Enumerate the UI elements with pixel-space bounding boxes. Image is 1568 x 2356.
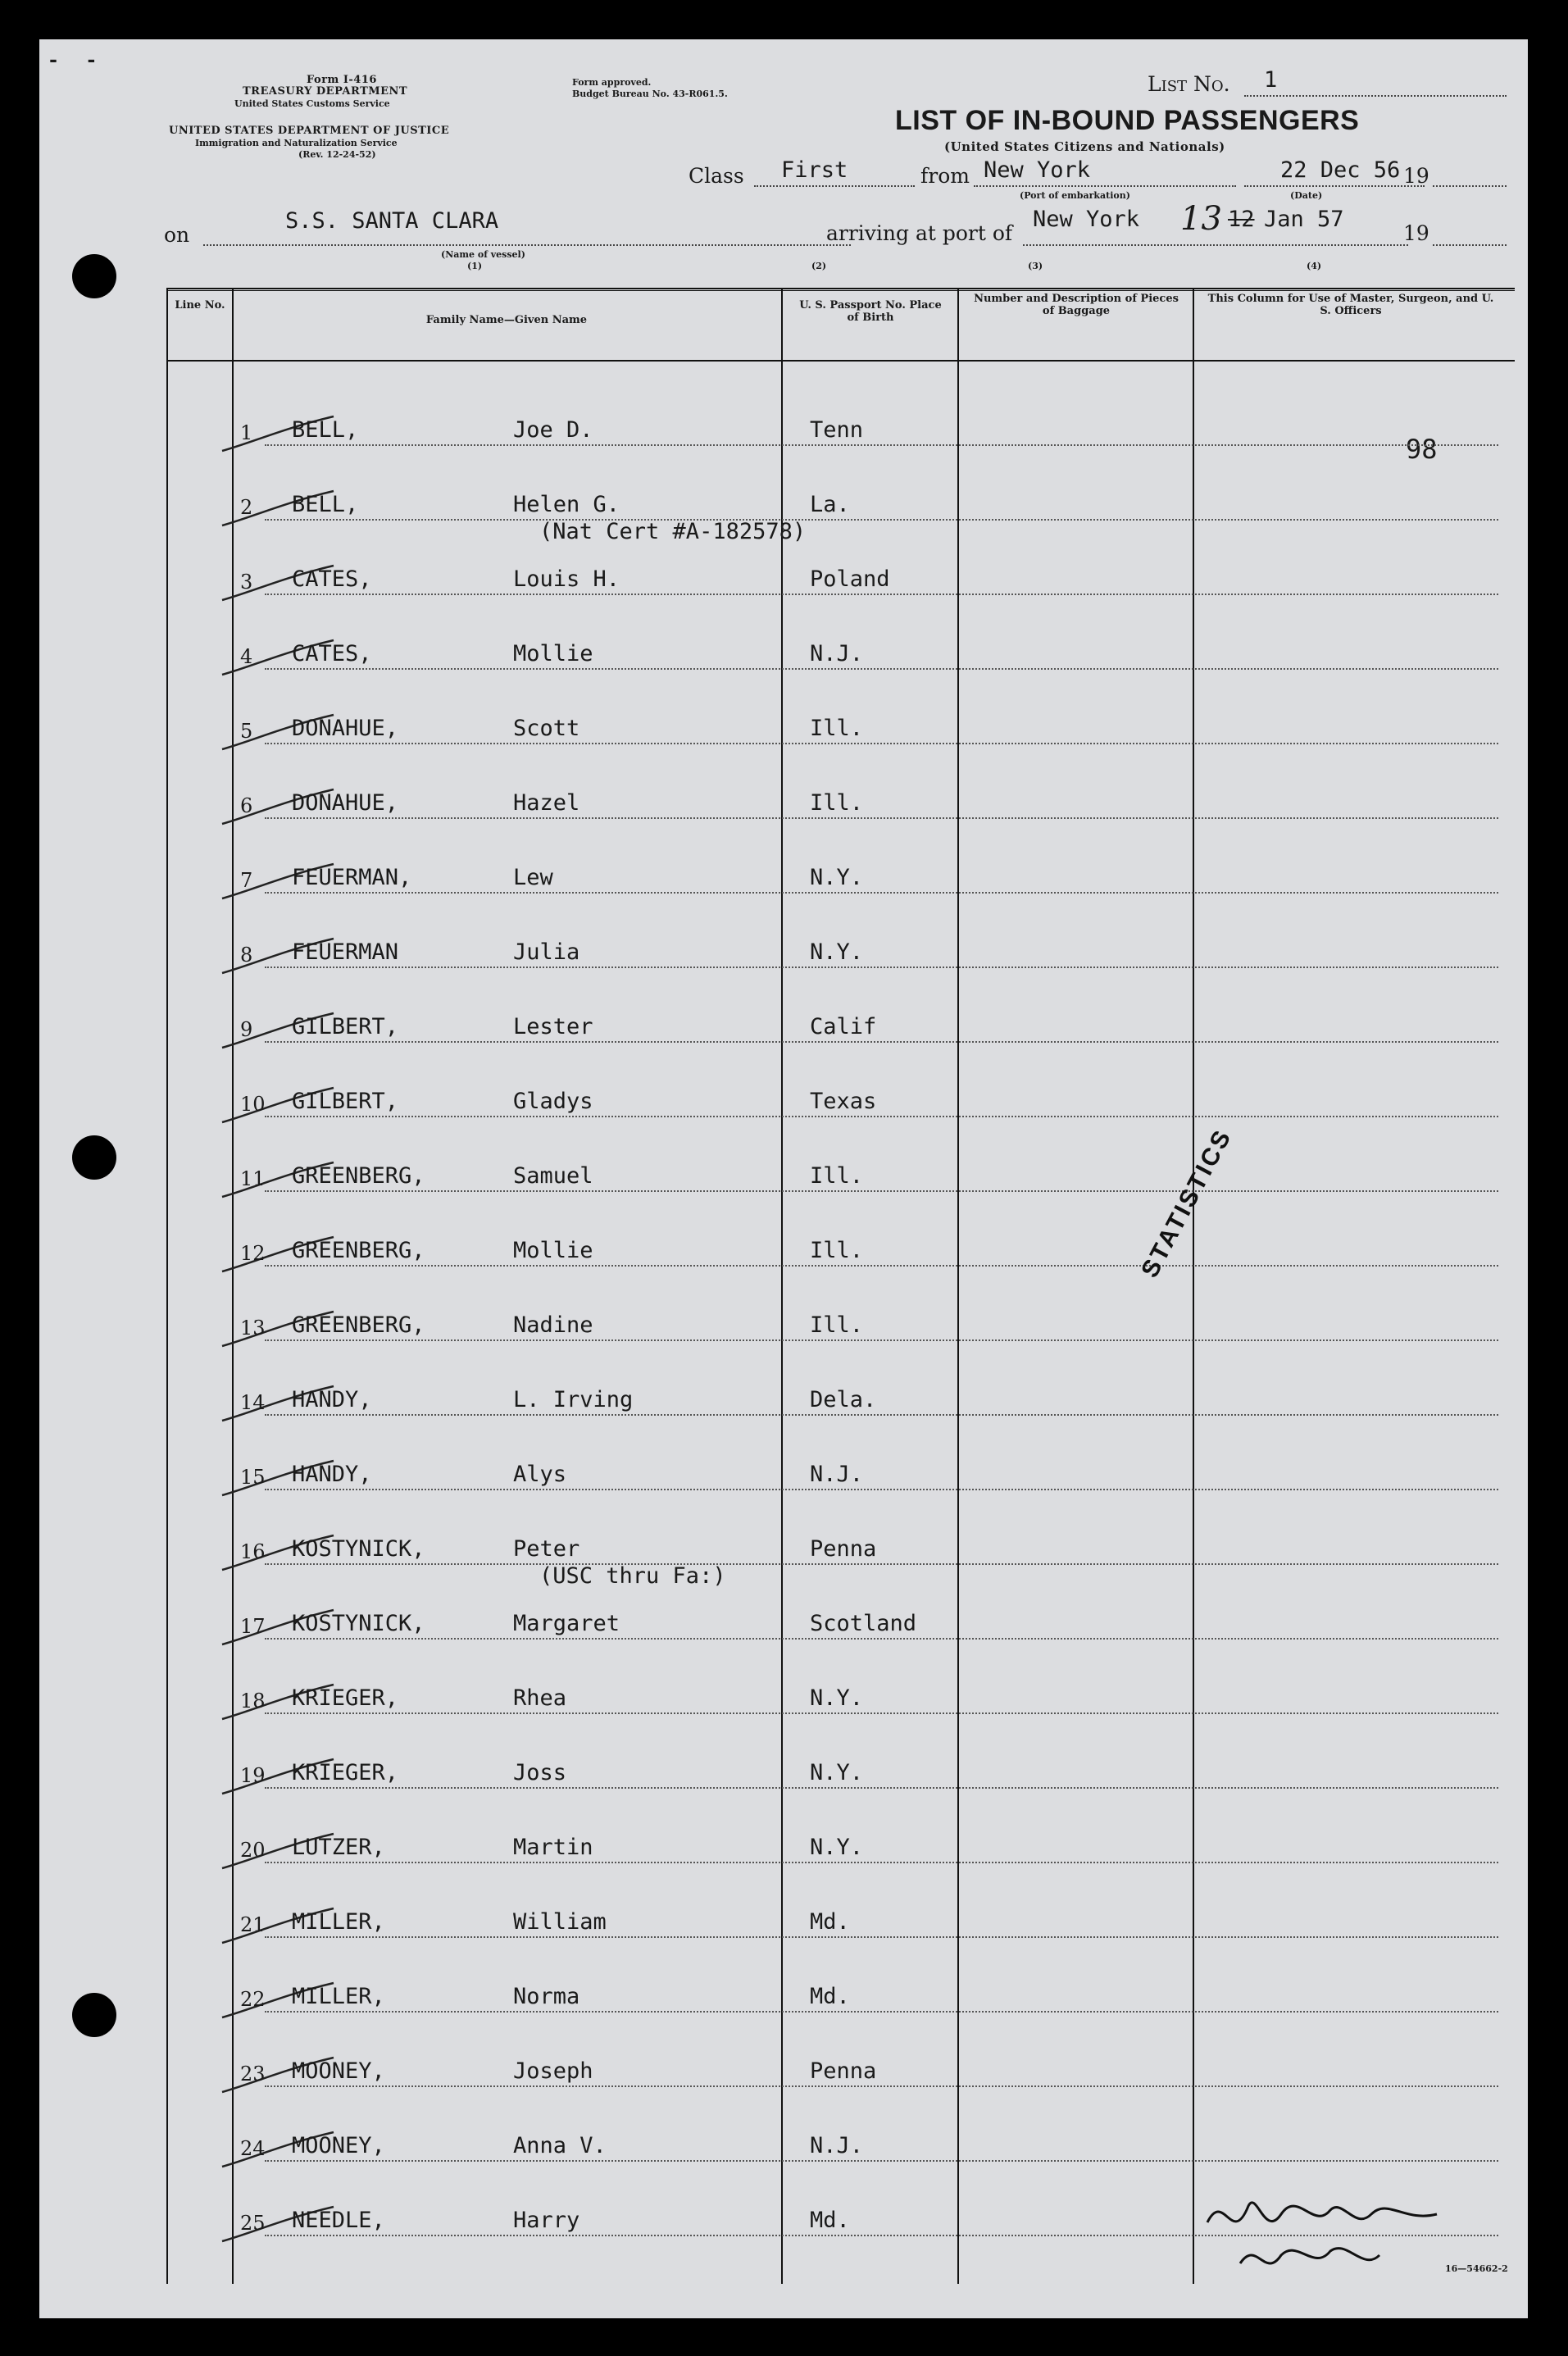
table-row	[166, 371, 1515, 446]
place-of-birth: Md.	[810, 2208, 850, 2233]
table-row	[166, 1938, 1515, 2013]
table-row	[166, 1714, 1515, 1789]
col-num-3: (3)	[1028, 261, 1043, 271]
header-baggage: Number and Description of Pieces of Baggage	[974, 293, 1179, 317]
given-name: Julia	[513, 939, 580, 965]
table-row	[166, 446, 1515, 521]
family-name: KOSTYNICK,	[292, 1611, 425, 1636]
arrival-day-handwritten: 13	[1180, 200, 1222, 238]
place-of-birth: Texas	[810, 1089, 877, 1114]
line-number: 20	[240, 1839, 266, 1862]
budget-bureau: Budget Bureau No. 43-R061.5.	[572, 89, 728, 99]
table-row	[166, 1789, 1515, 1863]
given-name: Rhea	[513, 1685, 567, 1711]
place-of-birth: Md.	[810, 1984, 850, 2009]
vessel-name: S.S. SANTA CLARA	[285, 208, 499, 234]
place-of-birth: La.	[810, 492, 850, 517]
arrival-port: New York	[1033, 207, 1140, 232]
col-num-1: (1)	[467, 261, 483, 271]
citizenship-note: (USC thru Fa:)	[539, 1563, 726, 1589]
given-name: Joss	[513, 1760, 567, 1785]
given-name: William	[513, 1909, 607, 1935]
header-officers: This Column for Use of Master, Surgeon, and U. S. Officers	[1207, 293, 1494, 317]
document-page	[39, 39, 1528, 2318]
place-of-birth: Calif	[810, 1014, 877, 1039]
place-of-birth: N.J.	[810, 2133, 864, 2158]
line-number: 13	[240, 1317, 266, 1339]
line-number: 25	[240, 2212, 266, 2235]
family-name: GREENBERG,	[292, 1238, 425, 1263]
given-name: Scott	[513, 716, 580, 741]
table-row	[166, 2013, 1515, 2087]
class-label: Class	[689, 164, 744, 188]
header-name: Family Name—Given Name	[425, 314, 588, 326]
place-of-birth: Ill.	[810, 716, 864, 741]
arriving-label: arriving at port of	[826, 221, 1013, 245]
table-row	[166, 2087, 1515, 2162]
line-number: 10	[240, 1093, 266, 1116]
form-number: Form I-416	[307, 74, 377, 86]
place-of-birth: Ill.	[810, 1312, 864, 1338]
port-caption: (Port of embarkation)	[1020, 190, 1130, 201]
line-number: 1	[240, 421, 253, 444]
table-row	[166, 1043, 1515, 1117]
line-number: 18	[240, 1690, 266, 1712]
arrival-year-label: 19	[1403, 221, 1429, 245]
table-row	[166, 595, 1515, 670]
officer-note: 98	[1406, 434, 1438, 465]
table-row	[166, 1863, 1515, 1938]
family-name: KRIEGER,	[292, 1760, 399, 1785]
corner-mark: - -	[49, 48, 107, 71]
class-value: First	[781, 157, 848, 183]
place-of-birth: Ill.	[810, 1163, 864, 1189]
given-name: Mollie	[513, 641, 593, 666]
line-number: 9	[240, 1018, 253, 1041]
place-of-birth: Ill.	[810, 790, 864, 816]
col-num-4: (4)	[1307, 261, 1322, 271]
table-row	[166, 1341, 1515, 1416]
family-name: LUTZER,	[292, 1835, 385, 1860]
arrival-month: Jan 57	[1264, 207, 1344, 232]
family-name: GILBERT,	[292, 1014, 399, 1039]
citizenship-note: (Nat Cert #A-182578)	[539, 519, 807, 544]
treasury-dept: TREASURY DEPARTMENT	[243, 85, 408, 98]
from-label: from	[920, 164, 970, 188]
place-of-birth: N.Y.	[810, 1760, 864, 1785]
place-of-birth: Ill.	[810, 1238, 864, 1263]
place-of-birth: N.Y.	[810, 1835, 864, 1860]
line-number: 23	[240, 2063, 266, 2085]
place-of-birth: Poland	[810, 566, 890, 592]
family-name: CATES,	[292, 566, 372, 592]
place-of-birth: Scotland	[810, 1611, 917, 1636]
form-approved: Form approved.	[572, 77, 652, 88]
passenger-table	[166, 288, 1515, 2284]
family-name: BELL,	[292, 417, 359, 443]
place-of-birth: Md.	[810, 1909, 850, 1935]
given-name: Peter	[513, 1536, 580, 1562]
table-row	[166, 744, 1515, 819]
vessel-caption: (Name of vessel)	[441, 249, 525, 260]
given-name: Nadine	[513, 1312, 593, 1338]
punch-hole-middle	[72, 1135, 116, 1180]
given-name: Harry	[513, 2208, 580, 2233]
table-row	[166, 1192, 1515, 1267]
line-number: 17	[240, 1615, 266, 1638]
line-number: 15	[240, 1466, 266, 1489]
on-label: on	[164, 223, 190, 247]
place-of-birth: N.Y.	[810, 939, 864, 965]
family-name: GREENBERG,	[292, 1163, 425, 1189]
place-of-birth: N.Y.	[810, 1685, 864, 1711]
table-row	[166, 1117, 1515, 1192]
family-name: MILLER,	[292, 1984, 385, 2009]
embarkation-date: 22 Dec 56	[1280, 157, 1401, 183]
line-number: 3	[240, 571, 253, 594]
family-name: NEEDLE,	[292, 2208, 385, 2233]
family-name: MOONEY,	[292, 2133, 385, 2158]
given-name: Joseph	[513, 2058, 593, 2084]
given-name: Samuel	[513, 1163, 593, 1189]
family-name: KRIEGER,	[292, 1685, 399, 1711]
line-number: 2	[240, 496, 253, 519]
family-name: DONAHUE,	[292, 790, 399, 816]
given-name: Lew	[513, 865, 553, 890]
table-row	[166, 819, 1515, 894]
table-row	[166, 670, 1515, 744]
col-num-2: (2)	[811, 261, 827, 271]
line-number: 16	[240, 1540, 266, 1563]
date-caption: (Date)	[1290, 190, 1323, 201]
place-of-birth: Penna	[810, 2058, 877, 2084]
family-name: HANDY,	[292, 1387, 372, 1412]
given-name: Louis H.	[513, 566, 620, 592]
line-number: 7	[240, 869, 253, 892]
list-no-label: List No.	[1148, 72, 1230, 96]
page-subtitle: (United States Citizens and Nationals)	[944, 139, 1225, 154]
place-of-birth: Tenn	[810, 417, 864, 443]
ins-service: Immigration and Naturalization Service	[195, 138, 398, 148]
family-name: BELL,	[292, 492, 359, 517]
family-name: FEUERMAN	[292, 939, 399, 965]
page-title: LIST OF IN-BOUND PASSENGERS	[895, 105, 1360, 136]
punch-hole-top	[72, 254, 116, 298]
officer-signature	[1191, 2173, 1461, 2288]
line-number: 22	[240, 1988, 266, 2011]
given-name: Joe D.	[513, 417, 593, 443]
family-name: MILLER,	[292, 1909, 385, 1935]
line-number: 5	[240, 720, 253, 743]
arrival-day-struck: 12	[1228, 207, 1255, 232]
place-of-birth: N.J.	[810, 1462, 864, 1487]
statistics-stamp: STATISTICS	[1136, 1124, 1238, 1283]
justice-dept: UNITED STATES DEPARTMENT OF JUSTICE	[169, 125, 450, 137]
family-name: FEUERMAN,	[292, 865, 412, 890]
list-no-value: 1	[1264, 67, 1278, 93]
year-label: 19	[1403, 164, 1429, 188]
place-of-birth: N.J.	[810, 641, 864, 666]
given-name: Alys	[513, 1462, 567, 1487]
place-of-birth: Penna	[810, 1536, 877, 1562]
family-name: GREENBERG,	[292, 1312, 425, 1338]
revision: (Rev. 12-24-52)	[298, 149, 376, 160]
family-name: KOSTYNICK,	[292, 1536, 425, 1562]
family-name: HANDY,	[292, 1462, 372, 1487]
line-number: 11	[240, 1167, 266, 1190]
given-name: Norma	[513, 1984, 580, 2009]
place-of-birth: N.Y.	[810, 865, 864, 890]
table-row	[166, 1490, 1515, 1565]
family-name: DONAHUE,	[292, 716, 399, 741]
line-number: 12	[240, 1242, 266, 1265]
table-row	[166, 1565, 1515, 1640]
place-of-birth: Dela.	[810, 1387, 877, 1412]
table-row	[166, 1640, 1515, 1714]
line-number: 19	[240, 1764, 266, 1787]
punch-hole-bottom	[72, 1993, 116, 2037]
family-name: MOONEY,	[292, 2058, 385, 2084]
footer-code: 16—54662-2	[1445, 2263, 1508, 2274]
table-row	[166, 521, 1515, 595]
header-line-no: Line No.	[175, 299, 225, 312]
line-number: 6	[240, 794, 253, 817]
given-name: Helen G.	[513, 492, 620, 517]
given-name: Anna V.	[513, 2133, 607, 2158]
embarkation-port: New York	[984, 157, 1091, 183]
table-row	[166, 1267, 1515, 1341]
line-number: 24	[240, 2137, 266, 2160]
given-name: Gladys	[513, 1089, 593, 1114]
table-row	[166, 968, 1515, 1043]
header-passport: U. S. Passport No. Place of Birth	[799, 299, 942, 324]
table-row	[166, 1416, 1515, 1490]
given-name: Hazel	[513, 790, 580, 816]
family-name: CATES,	[292, 641, 372, 666]
table-row	[166, 894, 1515, 968]
given-name: L. Irving	[513, 1387, 634, 1412]
family-name: GILBERT,	[292, 1089, 399, 1114]
given-name: Mollie	[513, 1238, 593, 1263]
customs-service: United States Customs Service	[234, 98, 390, 109]
line-number: 14	[240, 1391, 266, 1414]
line-number: 4	[240, 645, 253, 668]
line-number: 21	[240, 1913, 266, 1936]
given-name: Lester	[513, 1014, 593, 1039]
given-name: Martin	[513, 1835, 593, 1860]
line-number: 8	[240, 944, 253, 967]
given-name: Margaret	[513, 1611, 620, 1636]
